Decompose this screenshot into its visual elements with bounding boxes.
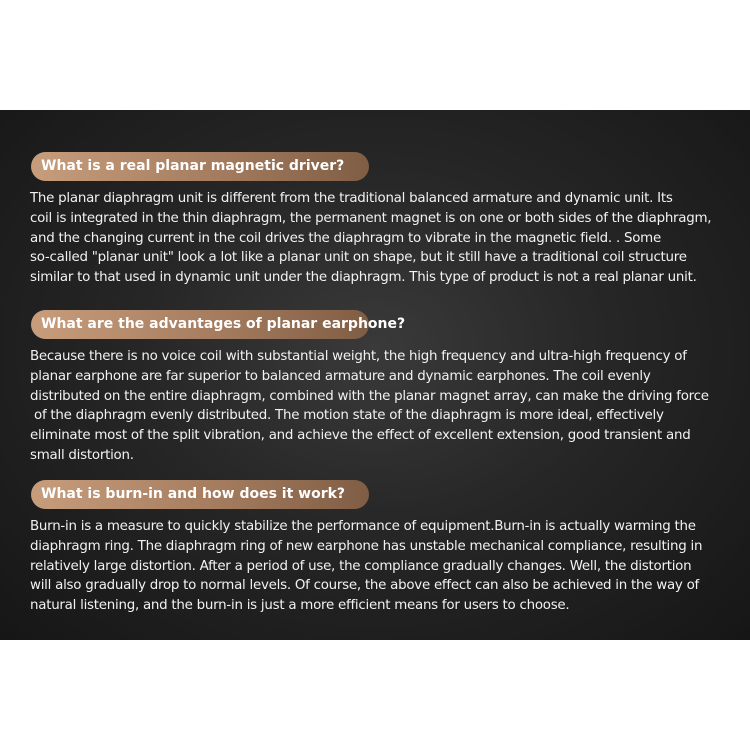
faq-section-burn-in [30, 480, 725, 616]
section-body-text [30, 189, 725, 288]
body-line: planar earphone are far superior to balanced armature and dynamic earphones. The coil evenly [30, 368, 651, 384]
body-line: similar to that used in dynamic unit under the diaphragm. This type of product is not a real planar unit. [30, 270, 697, 286]
section-heading-pill: What is burn-in and how does it work? [31, 480, 369, 509]
faq-panel [0, 110, 750, 640]
body-line: will also gradually drop to normal levels. Of course, the above effect can also be achieved in the way of [30, 578, 700, 594]
body-line: eliminate most of the split vibration, and achieve the effect of excellent extension, good transient and [30, 428, 691, 444]
body-line: small distortion. [30, 447, 134, 463]
body-line: relatively large distortion. After a period of use, the compliance gradually changes. Well, the distortion [30, 558, 692, 574]
body-line: of the diaphragm evenly distributed. The motion state of the diaphragm is more ideal, effectively [30, 408, 664, 424]
body-line: distributed on the entire diaphragm, combined with the planar magnet array, can make the driving force [30, 388, 709, 404]
body-line: and the changing current in the coil drives the diaphragm to vibrate in the magnetic field. . Some [30, 230, 661, 246]
faq-section-planar-driver [30, 152, 725, 288]
body-line: diaphragm ring. The diaphragm ring of new earphone has unstable mechanical compliance, resulting in [30, 538, 703, 554]
body-line: so-called "planar unit" look a lot like a planar unit on shape, but it still have a traditional coil structure [30, 250, 687, 266]
section-body-text [30, 347, 725, 466]
section-body-text [30, 517, 725, 616]
body-line: coil is integrated in the thin diaphragm, the permanent magnet is on one or both sides of the diaphragm, [30, 210, 712, 226]
section-heading-pill: What is a real planar magnetic driver? [31, 152, 369, 181]
body-line: Burn-in is a measure to quickly stabilize the performance of equipment.Burn-in is actually warming the [30, 519, 696, 534]
faq-section-advantages [30, 310, 725, 466]
body-line: The planar diaphragm unit is different from the traditional balanced armature and dynamic unit. Its [30, 191, 673, 206]
body-line: Because there is no voice coil with substantial weight, the high frequency and ultra-high frequency of [30, 349, 687, 364]
section-heading-pill: What are the advantages of planar earphone? [31, 310, 369, 339]
body-line: natural listening, and the burn-in is just a more efficient means for users to choose. [30, 598, 570, 614]
